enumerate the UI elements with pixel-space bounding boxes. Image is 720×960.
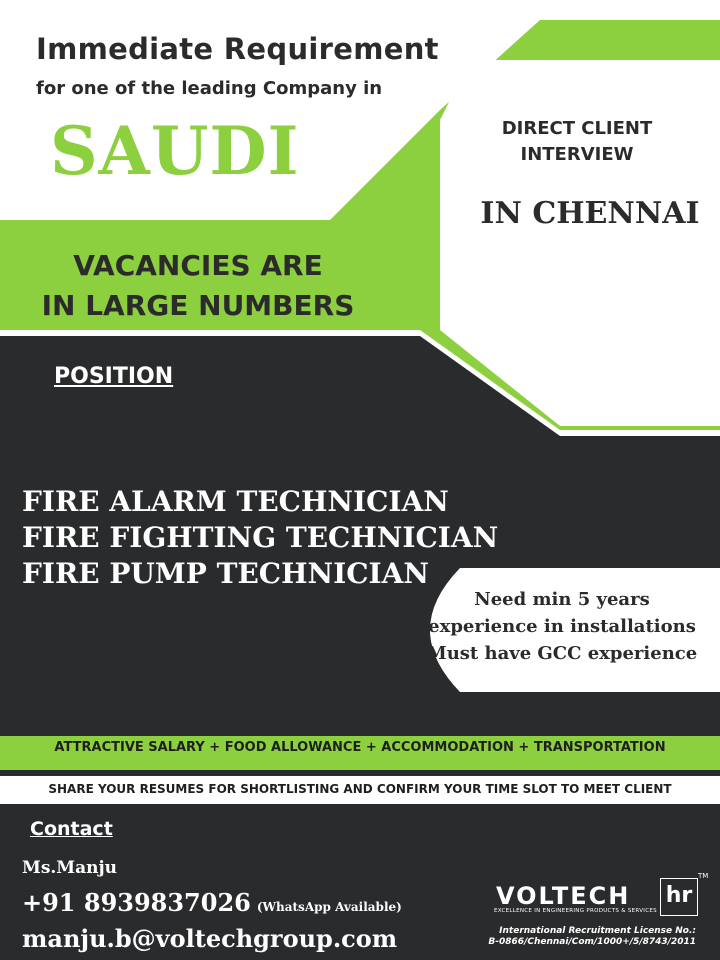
interview-type [492,116,662,168]
requirements-box [420,586,704,667]
vacancies-line-1: VACANCIES ARE [73,249,323,282]
requirement-line: experience in installations [428,616,696,637]
job-list [22,484,498,592]
vacancies-banner [18,246,378,326]
benefits-bar: ATTRACTIVE SALARY + FOOD ALLOWANCE + ACCOMMODATION + TRANSPORTATION [54,740,666,755]
hr-logo-icon: hr [660,878,698,916]
license-line-2: B-0866/Chennai/Com/1000+/5/8743/2011 [488,937,696,947]
requirement-line: Must have GCC experience [426,643,698,664]
interview-city: IN CHENNAI [480,196,700,231]
trademark-mark: TM [698,872,709,880]
contact-heading: Contact [30,818,113,840]
country-name: SAUDI [50,112,300,190]
voltech-logo-text: VOLTECH [496,882,631,910]
position-heading: POSITION [54,364,174,389]
interview-line-2: INTERVIEW [520,144,634,165]
license-line-1: International Recruitment License No.: [499,926,696,936]
contact-phone[interactable]: +91 8939837026 [22,888,251,917]
contact-name: Ms.Manju [22,858,118,878]
job-item: FIRE ALARM TECHNICIAN [22,485,449,518]
subline: for one of the leading Company in [36,78,383,99]
contact-phone-line [22,888,402,917]
interview-line-1: DIRECT CLIENT [501,118,653,139]
voltech-logo-tagline: EXCELLENCE IN ENGINEERING PRODUCTS & SERVICES [494,908,657,914]
requirement-line: Need min 5 years [474,589,650,610]
phone-note: (WhatsApp Available) [256,900,402,914]
contact-email[interactable]: manju.b@voltechgroup.com [22,924,398,953]
license-info [470,926,696,948]
job-item: FIRE FIGHTING TECHNICIAN [22,521,499,554]
headline: Immediate Requirement [36,32,439,66]
vacancies-line-2: IN LARGE NUMBERS [41,289,355,322]
share-note: SHARE YOUR RESUMES FOR SHORTLISTING AND CONFIRM YOUR TIME SLOT TO MEET CLIENT [48,782,672,796]
job-item: FIRE PUMP TECHNICIAN [22,557,429,590]
